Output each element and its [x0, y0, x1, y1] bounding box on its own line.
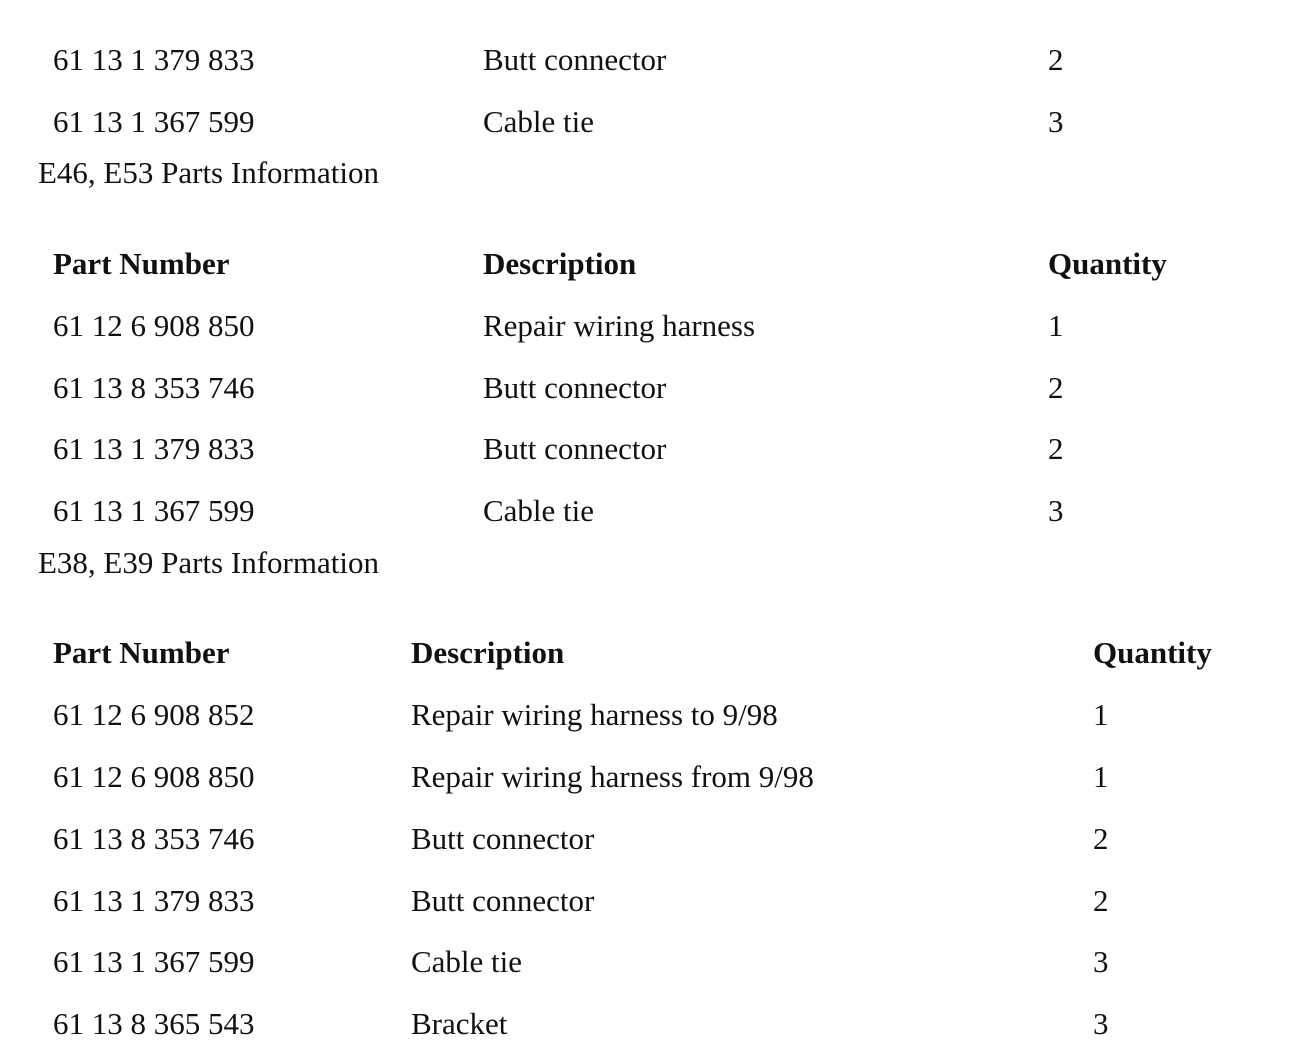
description-cell: Cable tie	[411, 944, 523, 979]
part-number-cell: 61 12 6 908 850	[53, 308, 255, 343]
part-number-cell: 61 13 1 367 599	[53, 493, 255, 528]
column-header-part-number: Part Number	[53, 246, 230, 281]
column-header-part-number: Part Number	[53, 635, 230, 670]
section-heading-e38-e39: E38, E39 Parts Information	[38, 545, 379, 580]
description-cell: Cable tie	[483, 104, 595, 139]
column-header-quantity: Quantity	[1048, 246, 1167, 281]
quantity-cell: 2	[1048, 431, 1064, 466]
table-row	[0, 757, 1312, 797]
table-row	[0, 40, 1312, 80]
quantity-cell: 1	[1093, 697, 1109, 732]
description-cell: Butt connector	[483, 431, 667, 466]
description-cell: Repair wiring harness from 9/98	[411, 759, 814, 794]
part-number-cell: 61 13 1 379 833	[53, 883, 255, 918]
part-number-cell: 61 13 1 379 833	[53, 42, 255, 77]
table-row	[0, 881, 1312, 921]
quantity-cell: 1	[1048, 308, 1064, 343]
table-row	[0, 1004, 1312, 1044]
part-number-cell: 61 13 1 367 599	[53, 104, 255, 139]
part-number-cell: 61 13 1 367 599	[53, 944, 255, 979]
description-cell: Butt connector	[483, 370, 667, 405]
part-number-cell: 61 12 6 908 852	[53, 697, 255, 732]
table-header-row	[0, 244, 1312, 284]
part-number-cell: 61 12 6 908 850	[53, 759, 255, 794]
description-cell: Repair wiring harness	[483, 308, 756, 343]
part-number-cell: 61 13 8 365 543	[53, 1006, 255, 1041]
description-cell: Butt connector	[411, 883, 595, 918]
quantity-cell: 3	[1048, 104, 1064, 139]
table-row	[0, 942, 1312, 982]
column-header-quantity: Quantity	[1093, 635, 1212, 670]
table-row	[0, 368, 1312, 408]
table-row	[0, 306, 1312, 346]
description-cell: Cable tie	[483, 493, 595, 528]
quantity-cell: 2	[1048, 42, 1064, 77]
table-row	[0, 819, 1312, 859]
description-cell: Repair wiring harness to 9/98	[411, 697, 778, 732]
quantity-cell: 3	[1093, 1006, 1109, 1041]
table-row	[0, 695, 1312, 735]
quantity-cell: 3	[1093, 944, 1109, 979]
quantity-cell: 1	[1093, 759, 1109, 794]
quantity-cell: 2	[1093, 821, 1109, 856]
table-row	[0, 429, 1312, 469]
quantity-cell: 3	[1048, 493, 1064, 528]
table-header-row	[0, 633, 1312, 673]
part-number-cell: 61 13 8 353 746	[53, 821, 255, 856]
description-cell: Butt connector	[411, 821, 595, 856]
section-heading-e46-e53: E46, E53 Parts Information	[38, 155, 379, 190]
part-number-cell: 61 13 8 353 746	[53, 370, 255, 405]
table-row	[0, 491, 1312, 531]
column-header-description: Description	[483, 246, 637, 281]
quantity-cell: 2	[1048, 370, 1064, 405]
description-cell: Bracket	[411, 1006, 508, 1041]
description-cell: Butt connector	[483, 42, 667, 77]
quantity-cell: 2	[1093, 883, 1109, 918]
table-row	[0, 102, 1312, 142]
part-number-cell: 61 13 1 379 833	[53, 431, 255, 466]
column-header-description: Description	[411, 635, 565, 670]
